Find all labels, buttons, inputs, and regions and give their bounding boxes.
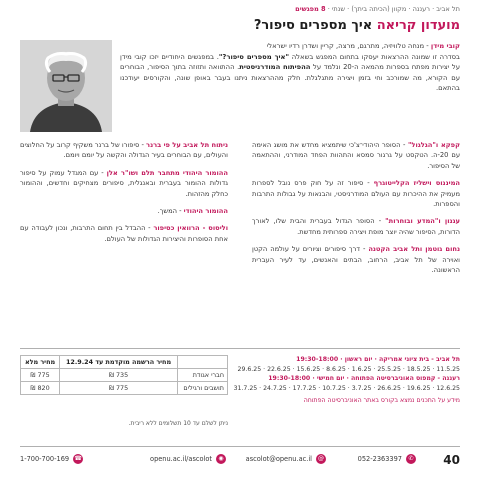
breadcrumb	[295, 5, 460, 13]
lecture-body: - ההבדל בין תחום התרבות, ונכון לעבודה עם אחת הסופרות והיצירות הגדולות של העולם.	[20, 224, 228, 243]
lecturer-name: קובי מידן	[430, 42, 460, 50]
contact-tel-text: 1-700-700-169	[20, 455, 70, 463]
price-full: 775 ₪	[21, 369, 60, 382]
schedule-dates-tel-aviv: 11.5.25 · 18.5.25 · 25.5.25 · 1.6.25 · 8.6.25 · 15.6.25 · 22.6.25 · 29.6.25	[237, 365, 460, 373]
portrait-illustration	[20, 40, 112, 132]
contact-phone[interactable]	[358, 454, 420, 464]
lecture-title: נחום גוטמן ותל אביב הקטנה	[368, 245, 460, 254]
contact-email-text: ascolot@openu.ac.il	[245, 455, 312, 463]
lecture-body: - סיפור זה על חוק פרס נובל לספרות מעמיק את ההיכרות עם העולם המודרניסטי, והבנאות על גבולות התרבות והספרות.	[252, 179, 460, 209]
breadcrumb-path: תל אביב · רעננה · מקוון (הכיתה ביתך) · שנתי ·	[325, 5, 460, 13]
intro-text-3: . ההתוואה ותזוזה בתוך הסיפור, הבוחרים עם הקורא, מה שמורכב וחי בזמן ויצירה מתגלגלת. חלק מההרצאות ניתנו בעבר באופן שונה, והקורסים יעודכנו בהתאם.	[120, 63, 460, 92]
schedule-dates-raanana: 12.6.25 · 19.6.25 · 26.6.25 · 3.7.25 · 10.7.25 · 17.7.25 · 24.7.25 · 31.7.25	[233, 384, 460, 392]
price-header-row	[21, 356, 228, 369]
schedule-note: מידע על התכנים נמצא בקורס באתר האוניברסיטה הפתוחה	[303, 397, 460, 405]
price-header-early: מחיר הרשמה מוקדמת עד 12.9.24	[60, 356, 178, 369]
lecture-item	[252, 244, 460, 275]
intro-text-2: . במפגשים היחודיים יזכו קובי מידן על יצירות מפתח בספרות מהמאה ה-20 ונלמד על	[120, 52, 460, 71]
price-row-label: תושבים ורגילים	[177, 382, 227, 395]
lecture-body: - הסופר היהודי־צ'כי שיתמציא מחדש את מושג האימה עם 20-ה. הטקסט על גרגור סמסא והתהוות הפחד המודרני, וההתאמה של הסיפור.	[252, 141, 461, 170]
price-early: 735 ₪	[60, 369, 178, 382]
lecture-item	[20, 206, 228, 216]
lecture-title: וליסוס - הרוואין כסיפור	[153, 224, 229, 233]
schedule-block	[233, 355, 460, 406]
telephone-icon: ☎	[74, 455, 82, 462]
page-title-rest: איך מספרים סיפור?	[253, 18, 377, 33]
page-number: 40	[443, 453, 460, 467]
schedule-location-raanana: רעננה - קמפוס האוניברסיטה הפתוחה · יום חמישי · 19:30-18:00	[268, 375, 460, 383]
lecturer-description: - מנחה טלוויזיה, מתרגם, מרצה, קריין ושדרן רדיו ישראלי	[266, 42, 431, 50]
page-title	[254, 18, 460, 33]
contact-website[interactable]	[150, 454, 230, 464]
price-note: ניתן לשלם עד 10 תשלומים ללא ריבית.	[128, 420, 228, 427]
lecture-body: - סיפורו של ברנר משקיף קרוב על החלוצים והעולים, עם הבוחרים בעיר הגדולה והקשה על יומם ויומם.	[20, 141, 228, 160]
lecture-body: - המשך.	[157, 207, 184, 216]
price-early: 775 ₪	[60, 382, 178, 395]
price-table	[20, 355, 228, 395]
breadcrumb-sessions: 8 מפגשים	[295, 5, 326, 13]
phone-icon: ✆	[406, 454, 416, 464]
lecture-title: עגנון ו"המדע ובוחרות"	[385, 217, 460, 226]
lecture-item	[20, 223, 228, 244]
lecture-item	[20, 168, 228, 199]
lecture-body: - דרך סיפורים וציורים על עולמה הקטן ואוירה של תל אביב, הרחוב, הבתים והאנשים, עד לעיר העברית הראשונה.	[252, 245, 460, 275]
lecture-title: ניתוח תל אביב על פי ברנר	[146, 141, 228, 149]
price-row-label: חברי אגודת	[177, 369, 227, 382]
lecture-item	[252, 140, 460, 171]
intro-paragraph	[120, 41, 460, 94]
lecture-title: ההומור היהודי מתחבר תלם ושו"ר אלן	[106, 168, 228, 177]
contact-email[interactable]	[246, 454, 330, 464]
intro-craft: ההפיתוח המודרניסטית	[239, 63, 311, 71]
price-full: 820 ₪	[21, 382, 60, 395]
intro-text-1: בסדרה זו שמונה ההרצאות יעסקו בתחום המפגש בשאלה	[289, 52, 460, 61]
price-header-full: מחיר מלא	[21, 356, 60, 369]
globe-icon: ◉	[216, 454, 226, 464]
table-row	[21, 369, 228, 382]
lecture-title: קפקא ו"הגלגול"	[407, 141, 461, 149]
lecture-title: המיננוס וישליז הקלייטוגרף	[373, 179, 460, 188]
lecture-item	[20, 140, 228, 161]
contact-website-text: openu.ac.il/ascolot	[150, 455, 212, 463]
contact-tel[interactable]	[20, 454, 87, 464]
lecture-title: ההומור היהודי	[183, 207, 228, 216]
price-header-label	[177, 356, 227, 369]
contact-phone-text: 052-2363397	[357, 455, 402, 463]
lecture-item	[252, 178, 460, 209]
lecture-body: - הסופר הגדול בעברית והבית שלו, לאורך הדורות, הסיפור שהיה יוצר מופת ויצירה ספרותית מחדשת.	[252, 217, 460, 236]
lectures-left-column	[20, 140, 228, 251]
page-title-accent: מועדון קריאה	[376, 18, 460, 33]
page-footer	[20, 446, 460, 468]
email-icon: @	[318, 455, 324, 462]
intro-question: "איך מספרים סיפור?"	[218, 52, 290, 61]
section-divider	[20, 348, 460, 349]
lectures-right-column	[252, 140, 460, 282]
schedule-location-tel-aviv: תל אביב - בית ציוני אמריקה · יום ראשון · 19:30-18:00	[296, 356, 460, 363]
table-row	[21, 382, 228, 395]
lecturer-portrait	[20, 40, 112, 132]
lecture-item	[252, 216, 460, 237]
lecture-body: - עם המגדל עמוק על סיפור גדולות ההומור בעברית ובאנגלית, סיפורים מצחיקים וחדשים, וההומור כחלק מהזהות.	[20, 168, 228, 198]
